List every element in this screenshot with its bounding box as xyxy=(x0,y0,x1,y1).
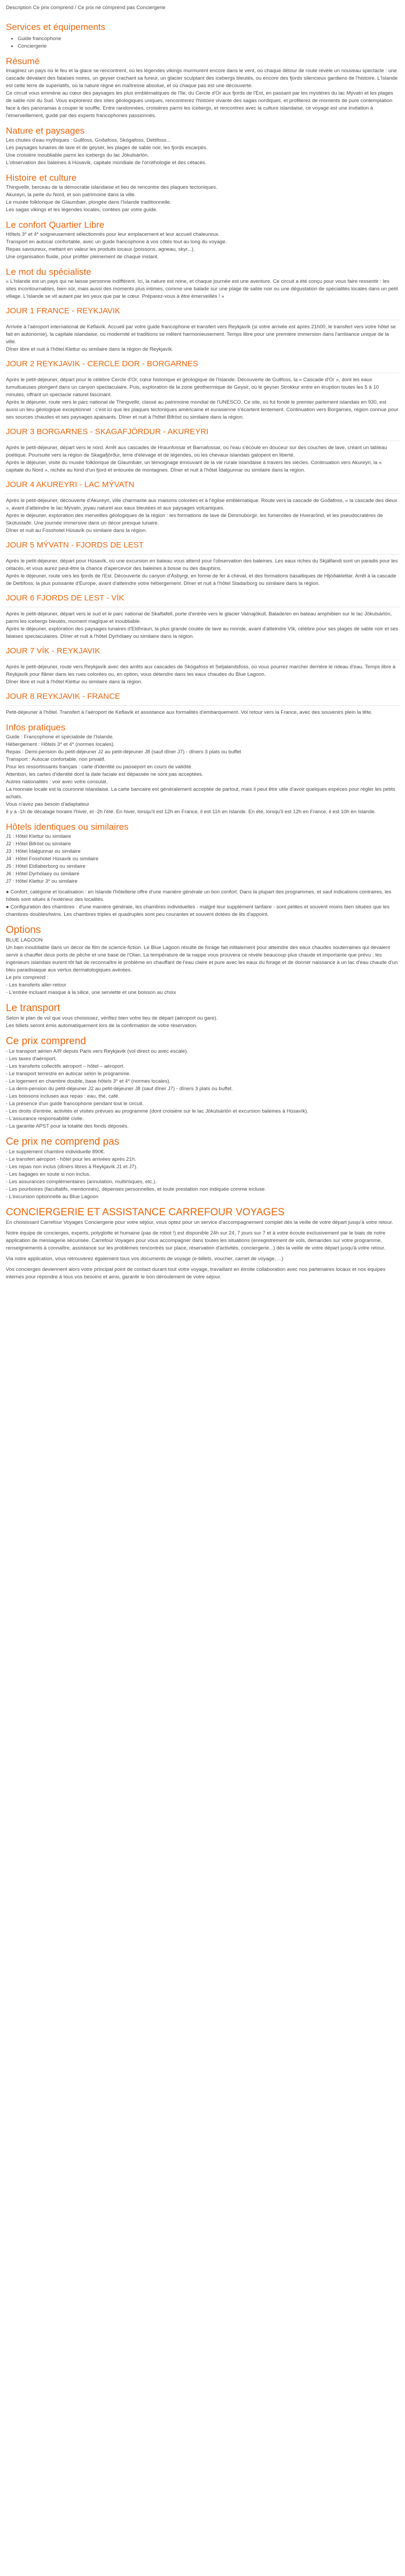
confort-title: Le confort Quartier Libre xyxy=(6,220,105,230)
histoire-line: Thingvellir, berceau de la démocratie islandaise et lieu de rencontre des plaques tectoniques. xyxy=(6,184,217,190)
day-paragraph: Dîner libre et nuit à l'hôtel Klettur ou similaire dans la région de Reykjavík. xyxy=(6,346,174,352)
hotel-line: J2 : Hôtel Bifröst ou similaire xyxy=(6,841,71,847)
comprend-section xyxy=(6,1035,400,1130)
day-paragraph: Arrivée à l'aéroport international de Keflavík. Accueil par votre guide francophone et transfert vers Reykjavík (si votre arrivée est après 21h00, le transfert vers votre hôtel se fait en autonomie), la capitale islandaise, où modernité et traditions se mêlent harmonieusement. Temps libre pour une première immersion dans l'ambiance unique de la ville. xyxy=(6,324,396,345)
day-paragraph: Après le petit-déjeuner, départ pour le célèbre Cercle d'Or, cœur historique et géologique de l'Islande. Découverte de Gullfoss, la « Cascade d'Or », dont les eaux tumultueuses plongent dans un canyon spectaculaire. Puis, exploration de la zone géothermique de Geysir, où le geyser Strokkur entre en éruption toutes les 5 à 10 minutes, offrant un spectacle naturel fascinant. xyxy=(6,377,379,398)
histoire-line: Akureyri, la perle du Nord, et son patrimoine dans la ville. xyxy=(6,192,136,198)
option-line: - L'entrée incluant masque à la silice, une serviette et une boisson au choix xyxy=(6,990,176,996)
resume-title: Résumé xyxy=(6,56,40,66)
infos-line: Repas : Demi-pension du petit-déjeuner J2 au petit-déjeuner J8 (sauf dîner J7) - dîners 3 plats ou buffet xyxy=(6,749,242,755)
day-paragraph: Après le déjeuner, route vers le parc national de Thingvellir, classé au patrimoine mondial de l'UNESCO. Ce site, où fut fondé le premier parlement islandais en 930, est aussi un lieu géologique exceptionnel : c'est ici que les plaques tectoniques américaine et eurasienne s'écartent lentement. Continuation vers Borgarnes, région connue pour ses sources chaudes et ses paysages apaisants. Dîner et nuit à l'hôtel Bifröst ou similaire dans la région. xyxy=(6,399,399,420)
confort-line: Hôtels 3* et 4* soigneusement sélectionnés pour leur emplacement et leur accueil chaleureux. xyxy=(6,232,220,237)
day-title: JOUR 4 AKUREYRI - LAC MÝVATN xyxy=(6,480,135,489)
options-section xyxy=(6,924,400,997)
nature-title: Nature et paysages xyxy=(6,126,85,136)
histoire-section xyxy=(6,172,400,214)
page-content xyxy=(0,0,405,1281)
resume-paragraph: Imaginez un pays où le feu et la glace se rencontrent, où les légendes vikings murmurent encore dans le vent, où chaque détour de route révèle un nouveau spectacle : une cascade dévalant des falaises noires, un geyser crachant sa fureur, un glacier sculptant des icebergs bleutés, ou encore des fjords silencieux gardiens de l'histoire. L'Islande est cette terre de superlatifs, où la nature règne en maîtresse absolue, et où chaque pas est une découverte. xyxy=(6,68,398,89)
comprend-line: - Le logement en chambre double, base hôtels 3* et 4* (normes locales). xyxy=(6,1078,171,1084)
comprend-title: Ce prix comprend xyxy=(6,1036,86,1047)
histoire-title: Histoire et culture xyxy=(6,173,77,183)
hotel-line: J4 : Hôtel Fosshotel Húsavík ou similaire xyxy=(6,856,99,862)
hotel-line: J6 : Hôtel Dyrhólaey ou similaire xyxy=(6,871,80,877)
ne-comprend-line: - Le transfert aéroport - hôtel pour les arrivées après 21h. xyxy=(6,1156,136,1162)
ne-comprend-section xyxy=(6,1136,400,1201)
infos-line: Attention, les cartes d'identité dont la date faciale est dépassée ne sont pas acceptées. xyxy=(6,772,204,777)
day-title: JOUR 6 FJORDS DE LEST - VÍK xyxy=(6,593,124,603)
infos-line: Pour les ressortissants français : carte d'identité ou passeport en cours de validité. xyxy=(6,764,193,770)
comprend-line: - Les taxes d'aéroport. xyxy=(6,1056,57,1062)
ne-comprend-line: - Le supplément chambre individuelle 890€. xyxy=(6,1149,105,1155)
comprend-line: - Le transport terrestre en autocar selon le programme. xyxy=(6,1071,131,1077)
nature-line: L'observation des baleines à Húsavík, capitale mondiale de l'ornithologie et des cétacés. xyxy=(6,160,207,166)
conciergerie-paragraph: Notre équipe de concierges, experts, polyglotte et humaine (pas de robot !) est disponible 24h sur 24, 7 jours sur 7 et à votre écoute exclusivement par le biais de notre application de messagerie sécurisée. Carrefour Voyages pour vous accompagner dans toutes les situations (enregistrement de vols, demandes sur votre programme, renseignements à connaître, assistance sur les problèmes rencontrés sur place, réservation d'activités, conciergerie...) dès la veille de votre départ jusqu'à votre retour. xyxy=(6,1230,386,1251)
day-title: JOUR 3 BORGARNES - SKAGAFJÖRDUR - AKUREYRI xyxy=(6,427,209,436)
day-6 xyxy=(6,593,400,641)
services-item: • Conciergerie xyxy=(18,43,400,50)
option-name: BLUE LAGOON xyxy=(6,937,43,943)
transport-line: Selon le plan de vol que vous choisissez, vérifiez bien votre lieu de départ (aéroport ou gare). xyxy=(6,1015,218,1021)
confort-line: Repas savoureux, mettant en valeur les produits locaux (poissons, agneau, skyr...). xyxy=(6,246,195,252)
options-title: Options xyxy=(6,924,41,936)
services-list xyxy=(6,35,400,50)
hotel-line: J7 : Hôtel Klettur 3* ou similaire xyxy=(6,878,77,884)
ne-comprend-line: - Les bagages en soute si non inclus. xyxy=(6,1171,91,1177)
day-title: JOUR 2 REYKJAVIK - CERCLE DOR - BORGARNES xyxy=(6,359,198,368)
services-title: Services et équipements xyxy=(6,22,106,32)
resume-paragraph: Ce circuit vous emmène au cœur des paysages les plus emblématiques de l'île, du Cercle d'Or aux fjords de l'Est, en passant par les mystères du lac Mývatn et les plages de sable noir du Sud. Vous explorerez des sites géologiques uniques, rencontrerez l'histoire vivante des sagas nordiques, et profiterez de moments de pure contemplation face à des panoramas à couper le souffle. Entre randonnées, croisières parmi les icebergs, et rencontres avec la culture islandaise, ce voyage est une invitation à l'émerveillement, guidé par des experts francophones passionnés. xyxy=(6,90,393,119)
header-description: Description Ce prix comprend / Ce prix ne comprend pas Conciergerie xyxy=(6,5,166,11)
nature-line: Les chutes d'eau mythiques : Gullfoss, Goðafoss, Skógafoss, Dettifoss... xyxy=(6,137,171,143)
nature-line: Les paysages lunaires de lave et de geyser, les plages de sable noir, les fjords escarpés. xyxy=(6,145,208,151)
day-title: JOUR 1 FRANCE - REYKJAVIK xyxy=(6,306,120,315)
infos-title: Infos pratiques xyxy=(6,722,66,732)
day-paragraph: Après le petit-déjeuner, route vers Reykjavík avec des arrêts aux cascades de Skógafoss et Seljalandsfoss, où vous pourrez marcher derrière le rideau d'eau. Temps libre à Reykjavík pour flâner dans les rues colorées ou, en option, vous détendre dans les eaux chaudes du Blue Lagoon. xyxy=(6,664,396,677)
day-1 xyxy=(6,306,400,353)
specialiste-section xyxy=(6,266,400,300)
hotels-title: Hôtels identiques ou similaires xyxy=(6,822,129,832)
confort-line: Une organisation fluide, pour profiter pleinement de chaque instant. xyxy=(6,254,159,260)
day-title: JOUR 7 VÍK - REYKJAVIK xyxy=(6,646,100,655)
ne-comprend-line: - L'excursion optionnelle au Blue Lagoon xyxy=(6,1194,99,1200)
day-paragraph: Après le déjeuner, route vers les fjords de l'Est. Découverte du canyon d'Ásbyrgi, en forme de fer à cheval, et des formations basaltiques de Hljóðaklettar. Arrêt à la cascade de Dettifoss, la plus puissante d'Europe, avant d'atteindre votre hébergement. Dîner et nuit à l'hôtel Stadarborg ou similaire dans la région. xyxy=(6,573,396,587)
divider xyxy=(6,705,400,706)
infos-line: La monnaie locale est la couronne islandaise. La carte bancaire est généralement acceptée de partout, mais il peut être utile d'avoir quelques espèces pour régler les petits achats. xyxy=(6,786,395,800)
ne-comprend-title: Ce prix ne comprend pas xyxy=(6,1136,120,1147)
confort-line: Transport en autocar confortable, avec un guide francophone à vos côtés tout au long du voyage. xyxy=(6,239,227,245)
ne-comprend-line: - Les repas non inclus (dîners libres à Reykjavík J1 et J7). xyxy=(6,1164,138,1170)
day-paragraph: Après le petit-déjeuner, départ pour Húsavík, où une excursion en bateau vous attend pour l'observation des baleines. Les eaux riches du Skjálfandi sont un paradis pour les cétacés, et vous aurez peut-être la chance d'apercevoir des baleines à bosse ou des dauphins. xyxy=(6,558,398,572)
day-2 xyxy=(6,359,400,421)
nature-section xyxy=(6,125,400,167)
day-4 xyxy=(6,480,400,535)
ne-comprend-line: - Les assurances complémentaires (annulation, multirisques, etc.). xyxy=(6,1179,157,1185)
day-7 xyxy=(6,646,400,686)
comprend-line: - Les droits d'entrée, activités et visites prévues au programme (dont croisière sur le lac Jökulsárlón et excursion baleines à Húsavík). xyxy=(6,1108,308,1114)
transport-line: Les billets seront émis automatiquement lors de la confirmation de votre réservation. xyxy=(6,1023,198,1029)
infos-section xyxy=(6,722,400,816)
conciergerie-paragraph: En choisissant Carrefour Voyages Conciergerie pour votre séjour, vous optez pour un service d'accompagnement complet dès la veille de votre départ jusqu'à votre retour. xyxy=(6,1220,393,1225)
histoire-line: Les sagas vikings et les légendes locales, contées par votre guide. xyxy=(6,207,158,213)
day-paragraph: Après le déjeuner, exploration des paysages lunaires d'Eldhraun, la plus grande coulée de lave au monde, avant d'atteindre Vík, célèbre pour ses plages de sable noir et ses falaises spectaculaires. Dîner et nuit à l'hôtel Dyrhólaey ou similaire dans la région. xyxy=(6,626,399,639)
day-paragraph: Dîner et nuit au Fosshotel Húsavík ou similaire dans la région. xyxy=(6,528,147,534)
services-item: • Guide francophone xyxy=(18,35,400,43)
infos-line: Transport : Autocar confortable, non privatif. xyxy=(6,757,106,762)
confort-section xyxy=(6,219,400,261)
day-paragraph: Après le déjeuner, visite du musée folklorique de Glaumbær, un témoignage émouvant de la vie rurale islandaise à travers les siècles. Continuation vers Akureyri, la « capitale du Nord », nichée au fond d'un fjord et entourée de montagnes. Dîner et nuit à l'hôtel Ìdalgunnar ou similaire dans la région. xyxy=(6,460,382,473)
infos-line: Hébergement : Hôtels 3* et 4* (normes locales). xyxy=(6,742,115,747)
hotel-line: J1 : Hôtel Klettur ou similaire xyxy=(6,834,72,839)
conciergerie-paragraph: Via notre application, vous retrouverez également tous vos documents de voyage (e-billets, voucher, carnet de voyage, ...) xyxy=(6,1256,284,1262)
hotels-note: ● Confort, catégorie et localisation : en Islande l'hôtellerie offre d'une manière générale un bon confort. Dans la plupart des programmes, et sauf indications contraires, les hôtels sont situés à l'extérieur des localités. ● Configuration des chambres : d'une manière générale, les chambres individuelles - malgré leur supplément tarifaire - sont petites et souvent moins bien situées que les chambres doubles/twins. Les chambres triples et quadruples sont peu courantes et souvent dotées de lits d'appoint. xyxy=(6,889,392,917)
hotel-line: J5 : Hôtel Eldlaberborg ou similaire xyxy=(6,863,85,869)
option-line: Un bain inoubliable dans un décor de film de science-fiction. Le Blue Lagoon résulte de forage fait initialement pour atteindre des eaux chaudes souterraines qui devaient servir à chauffer deux ports de pêche et une base de l'Otan. La température de la nappe vous prouvera ce révèle beaucoup plus chaude et importante que prévu ; les ingénieurs islandais eurent tôt fait de reconnaître le problème en chauffant de l'eau claire et pure avec les eaux du forage et de donner naissance à un lac d'eau chaude d'un bleu paradisiaque aux vertus dermatologiques avérées. xyxy=(6,945,398,973)
comprend-line: - La garantie APST pour la totalité des fonds déposés. xyxy=(6,1123,129,1129)
comprend-line: - La présence d'un guide francophone pendant tout le circuit. xyxy=(6,1101,144,1107)
services-section xyxy=(6,21,400,50)
day-3 xyxy=(6,427,400,474)
day-paragraph: Après le petit-déjeuner, départ vers le nord. Arrêt aux cascades de Hraunfossar et Barnafossar, où l'eau s'écoule en douceur sur des couches de lave, créant un tableau poétique. Poursuite vers la région de Skagafjörður, terre d'élevage et de légendes, où les chevaux islandais galopent en liberté. xyxy=(6,445,387,458)
day-5 xyxy=(6,540,400,588)
conciergerie-title: CONCIERGERIE ET ASSISTANCE CARREFOUR VOYAGES xyxy=(6,1207,285,1218)
comprend-line: - Les transferts collectifs aéroport – hôtel – aéroport. xyxy=(6,1063,125,1069)
divider xyxy=(6,493,400,494)
option-line: Le prix comprend : xyxy=(6,975,49,981)
comprend-line: - Le transport aérien A/R depuis Paris vers Reykjavik (vol direct ou avec escale). xyxy=(6,1048,189,1054)
day-paragraph: Petit-déjeuner à l'hôtel. Transfert à l'aéroport de Keflavík et assistance aux formalités d'embarquement. Vol retour vers la France, avec des souvenirs plein la tête. xyxy=(6,709,372,715)
conciergerie-section xyxy=(6,1206,400,1281)
transport-section xyxy=(6,1002,400,1030)
specialiste-title: Le mot du spécialiste xyxy=(6,267,91,277)
comprend-line: - La demi-pension du petit-déjeuner J2 au petit-déjeuner J8 (sauf dîner J7) - dîners 3 plats ou buffet. xyxy=(6,1086,233,1092)
ne-comprend-line: - Les pourboires (facultatifs, mentionnés), dépenses personnelles, et toute prestation non indiquée comme incluse. xyxy=(6,1186,266,1192)
infos-line: Il y a -1h de décalage horaire l'hiver, et -2h l'été. En hiver, lorsqu'il est 12h en France, il est 11h en Islande. En été, lorsqu'il est 12h en France, il est 10h en Islande. xyxy=(6,809,376,815)
hotels-section xyxy=(6,821,400,919)
day-paragraph: Après le petit-déjeuner, découverte d'Akureyri, ville charmante aux maisons colorées et à l'église emblématique. Route vers la cascade de Goðafoss, « la cascade des dieux », avant d'atteindre le lac Mývatn, joyau naturel aux eaux bleutées et aux paysages volcaniques. xyxy=(6,498,398,511)
day-paragraph: Après le petit-déjeuner, départ vers le sud et le parc national de Skaftafell, porte d'entrée vers le glacier Vatnajökull. Balade/en en bateau amphibien sur le lac Jökulsárlón, parmi les icebergs bleutés, moment magique et inoubliable. xyxy=(6,611,392,624)
infos-line: Guide : Francophone et spécialiste de l'Islande. xyxy=(6,734,114,740)
specialiste-paragraph: « L'Islande est un pays qui ne laisse personne indifférent. Ici, la nature est reine, et chaque journée est une aventure. Ce circuit a été conçu pour vous faire ressentir : les sites incontournables, bien sûr, mais aussi des moments plus intimes, comme une balade sur une plage de sable noir ou une dégustation de spécialités locales dans un petit village. L'Islande se vit autant par les yeux que par le cœur. Préparez-vous à être émerveillés ! » xyxy=(6,279,398,299)
infos-line: Autres nationalités : voir avec votre consulat. xyxy=(6,779,108,785)
day-paragraph: Dîner libre et nuit à l'hôtel Klettur ou similaire dans la région. xyxy=(6,679,143,685)
nature-line: Une croisière inoubliable parmi les icebergs du lac Jökulsárlón. xyxy=(6,152,149,158)
resume-section xyxy=(6,56,400,120)
day-paragraph: Après le déjeuner, exploration des merveilles géologiques de la région : les formations de lave de Dimmuborgir, les fumerolles de Hverarönd, et les pseudocratères de Skútustaðir. Une journée immersive dans un décor presque lunaire. xyxy=(6,513,383,526)
comprend-line: - Les boissons incluses aux repas : eau, thé, café. xyxy=(6,1093,120,1099)
day-title: JOUR 5 MÝVATN - FJORDS DE LEST xyxy=(6,541,144,550)
infos-line: Vous n'avez pas besoin d'adaptateur xyxy=(6,801,90,807)
day-8 xyxy=(6,691,400,716)
conciergerie-paragraph: Vos concierges deviennent alors votre principal point de contact durant tout votre voyage, travaillant en étroite collaboration avec nos partenaires locaux et nos équipes internes pour répondre à tous vos besoins et ainsi, garantir le bon déroulement de votre séjour. xyxy=(6,1267,386,1280)
day-title: JOUR 8 REYKJAVIK - FRANCE xyxy=(6,692,120,701)
comprend-line: - L'assurance responsabilité civile. xyxy=(6,1116,84,1122)
hotel-line: J3 : Hôtel Ìdalgunnar ou similaire xyxy=(6,849,81,854)
histoire-line: Le musée folklorique de Glaumbær, plongée dans l'Islande traditionnelle. xyxy=(6,199,172,205)
option-line: - Les transferts aller-retour xyxy=(6,982,67,988)
transport-title: Le transport xyxy=(6,1002,60,1014)
